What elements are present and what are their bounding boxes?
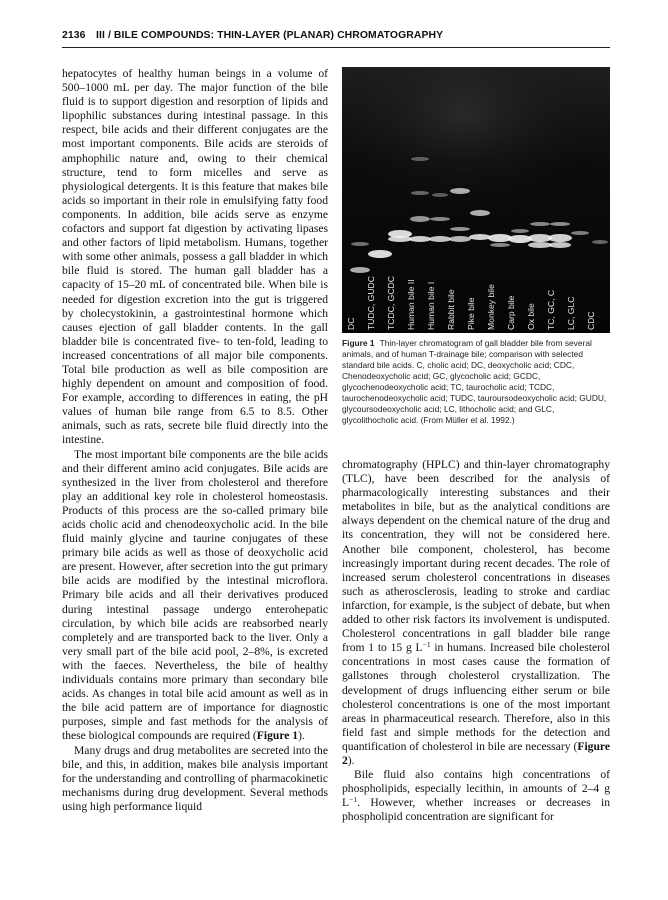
- paragraph: [342, 458, 610, 768]
- chromatogram-spot: [571, 231, 589, 235]
- paragraph-text: ).: [298, 729, 305, 743]
- caption-text: Thin-layer chromatogram of gall bladder bile from several animals, and of human T-drainage bile; comparison with selected standard bile acids. C, cholic acid; DC, deoxycholic acid; CDC, Chenodeoxycholic acid; GC, glycocholic acid; GCDC, glycochenodeoxycholic acid; TC, taurocholic acid; TCDC, taurochenodeoxycholic acid; TUDC, tauroursodeoxycholic acid; GUDU, glycoursodeoxycholic acid; LC, lithocholic acid; and GLC, glycolithocholic acid. (From Müller et al. 1992.): [342, 338, 607, 425]
- lane-label: CDC: [586, 311, 596, 330]
- lane-label: Monkey bile: [486, 284, 496, 330]
- figure-reference[interactable]: Figure 2: [342, 739, 610, 767]
- lane-label: LC, GLC: [566, 296, 576, 330]
- chromatogram-spot: [409, 236, 431, 242]
- figure-caption: [342, 338, 610, 426]
- lane-label: Human bile II: [406, 279, 416, 330]
- chromatogram-spot: [450, 227, 470, 231]
- paragraph-text: Bile fluid also contains high concentrations of phospholipids, especially lecithin, in amounts of 2–4 g L: [342, 768, 610, 810]
- chromatogram-spot: [530, 222, 550, 226]
- chromatogram-spot: [550, 222, 570, 226]
- lane-label: Rabbit bile: [446, 289, 456, 330]
- paragraph: hepatocytes of healthy human beings in a volume of 500–1000 mL per day. The major function of the bile fluid is to support digestion and resorption of lipids and lipophilic substances during intestinal passage. In this respect, bile acids and their different conjugates are the most important components. Bile acids are steroids of amphophilic nature and, owing to their chemical structure, tend to form micelles and serve as physiological detergents. It is this feature that makes bile acids so important in their role in emulsifying fatty food components. In addition, bile acids serve as enzyme cofactors and support fat digestion by activating lipases and other factors of lipid metabolism. Humans, together with some other animals, possess a gall bladder in which bile fluid is stored. The human gall bladder has a capacity of 15–20 mL of concentrated bile. When bile is needed for digestion excretion into the gut is triggered by cholecystokinin, a gastrointestinal hormone which causes ejection of gall bladder contents. In the gall bladder bile is concentrated five- to ten-fold, leading to increased concentrations of all major bile components. Total bile production as well as bile composition are highly dependent on amount and composition of food. For example, according to differences in eating, the pH values of human bile range from 6.5 to 8.5. Other animals, such as rats, secrete bile fluid directly into the intestine.: [62, 67, 328, 447]
- left-column: [62, 67, 328, 814]
- chromatogram-spot: [450, 188, 470, 194]
- figure-reference[interactable]: Figure 1: [256, 729, 299, 743]
- paragraph-text: . However, whether increases or decreases in phospholipid concentration are significant for: [342, 796, 610, 824]
- lane-label: TC, GC, C: [546, 289, 556, 330]
- lane-label: DC: [346, 317, 356, 330]
- paragraph: Many drugs and drug metabolites are secreted into the bile, and this, in addition, makes bile analysis important for the understanding and controlling of pharmacokinetic mechanisms during drug development. Several methods using high performance liquid: [62, 743, 328, 813]
- chromatogram-spot: [368, 250, 392, 258]
- paragraph: [342, 768, 610, 824]
- right-column: [342, 458, 610, 824]
- chromatogram-spot: [411, 191, 429, 195]
- chromatogram-spot: [411, 157, 429, 161]
- lane-label: Pike bile: [466, 297, 476, 330]
- chromatogram-spot: [388, 236, 412, 242]
- paragraph-text: in humans. Increased bile cholesterol concentrations in most cases cause the formation of gallstones through cholesterol crystallization. The development of drugs influencing either serum or bile cholesterol concentrations is one of the most important areas in pharmaceutical research. Therefore, also in this field fast and simple methods for the detection and quantification of cholesterol in bile are necessary (: [342, 641, 610, 753]
- chromatogram-spot: [528, 242, 552, 248]
- header-rule: [62, 47, 610, 48]
- chromatogram-spot: [469, 234, 491, 240]
- chromatogram-spot: [432, 193, 448, 197]
- chromatogram-spot: [351, 242, 369, 246]
- chromatogram-spot: [548, 234, 572, 242]
- section-title: III / BILE COMPOUNDS: THIN-LAYER (PLANAR) CHROMATOGRAPHY: [96, 30, 444, 41]
- lane-label: Human bile I: [426, 281, 436, 330]
- lane-labels: [342, 262, 610, 330]
- lane-label: TUDC, GUDC: [366, 276, 376, 330]
- paragraph: [62, 448, 328, 744]
- paragraph-text: The most important bile components are the bile acids and their different amino acid conjugates. Bile acids are synthesized in the liver from cholesterol and therefore play an additional key role in cholesterol homeostasis. Products of this process are the so-called primary bile acids cholic acid and chenodeoxycholic acid. In the bile fluid mainly glycine and taurine conjugates of these primary bile acids as well as those of deoxycholic acid are present. However, after secretion into the gut primary bile acids are modified by the intestinal microflora. Primary bile acids and all their derivatives produced during intestinal passage undergo enterohepatic circulation, by which bile acids are reabsorbed nearly completely and are transported back to the liver. Only a very small part of the bile acid pool, 2–8%, is excreted with the faeces. Nevertheless, the bile of healthy individuals contains more primary than secondary bile acids. As changes in total bile acid amount as well as in the bile acid pattern are of importance for diagnostic purposes, simple and fast methods for the analysis of these biological compounds are required (: [62, 447, 328, 743]
- superscript: −1: [422, 640, 431, 650]
- lane-label: Ox bile: [526, 303, 536, 330]
- paragraph-text: chromatography (HPLC) and thin-layer chromatography (TLC), have been described for the analysis of pharmacologically interesting substances and their metabolites in bile, but as the analytical conditions are always dependent on the chemical nature of the drug and its concentration, they will not be considered here. Another bile component, cholesterol, has become increasingly important during recent decades. The role of increased serum cholesterol concentrations in diseases such as atherosclerosis, leading to stroke and cardiac infarction, for example, is the subject of debate, but when added to other risk factors its involvement is undisputed. Cholesterol concentrations in gall bladder bile range from 1 to 15 g L: [342, 458, 610, 655]
- superscript: −1: [349, 795, 358, 805]
- chromatogram-spot: [449, 236, 471, 242]
- chromatogram-spot: [592, 240, 608, 244]
- chromatogram-spot: [549, 242, 571, 248]
- chromatogram-spot: [470, 210, 490, 216]
- caption-label: Figure 1: [342, 338, 375, 348]
- chromatogram-spot: [430, 217, 450, 221]
- running-head: [62, 30, 610, 44]
- chromatogram-spot: [490, 243, 510, 247]
- lane-label: TCDC, GCDC: [386, 276, 396, 330]
- chromatogram-spot: [511, 229, 529, 233]
- chromatogram-spot: [410, 216, 430, 222]
- page-number: 2136: [62, 30, 86, 41]
- lane-label: Carp bile: [506, 295, 516, 330]
- chromatogram-spot: [429, 236, 451, 242]
- paragraph-text: ).: [347, 753, 355, 767]
